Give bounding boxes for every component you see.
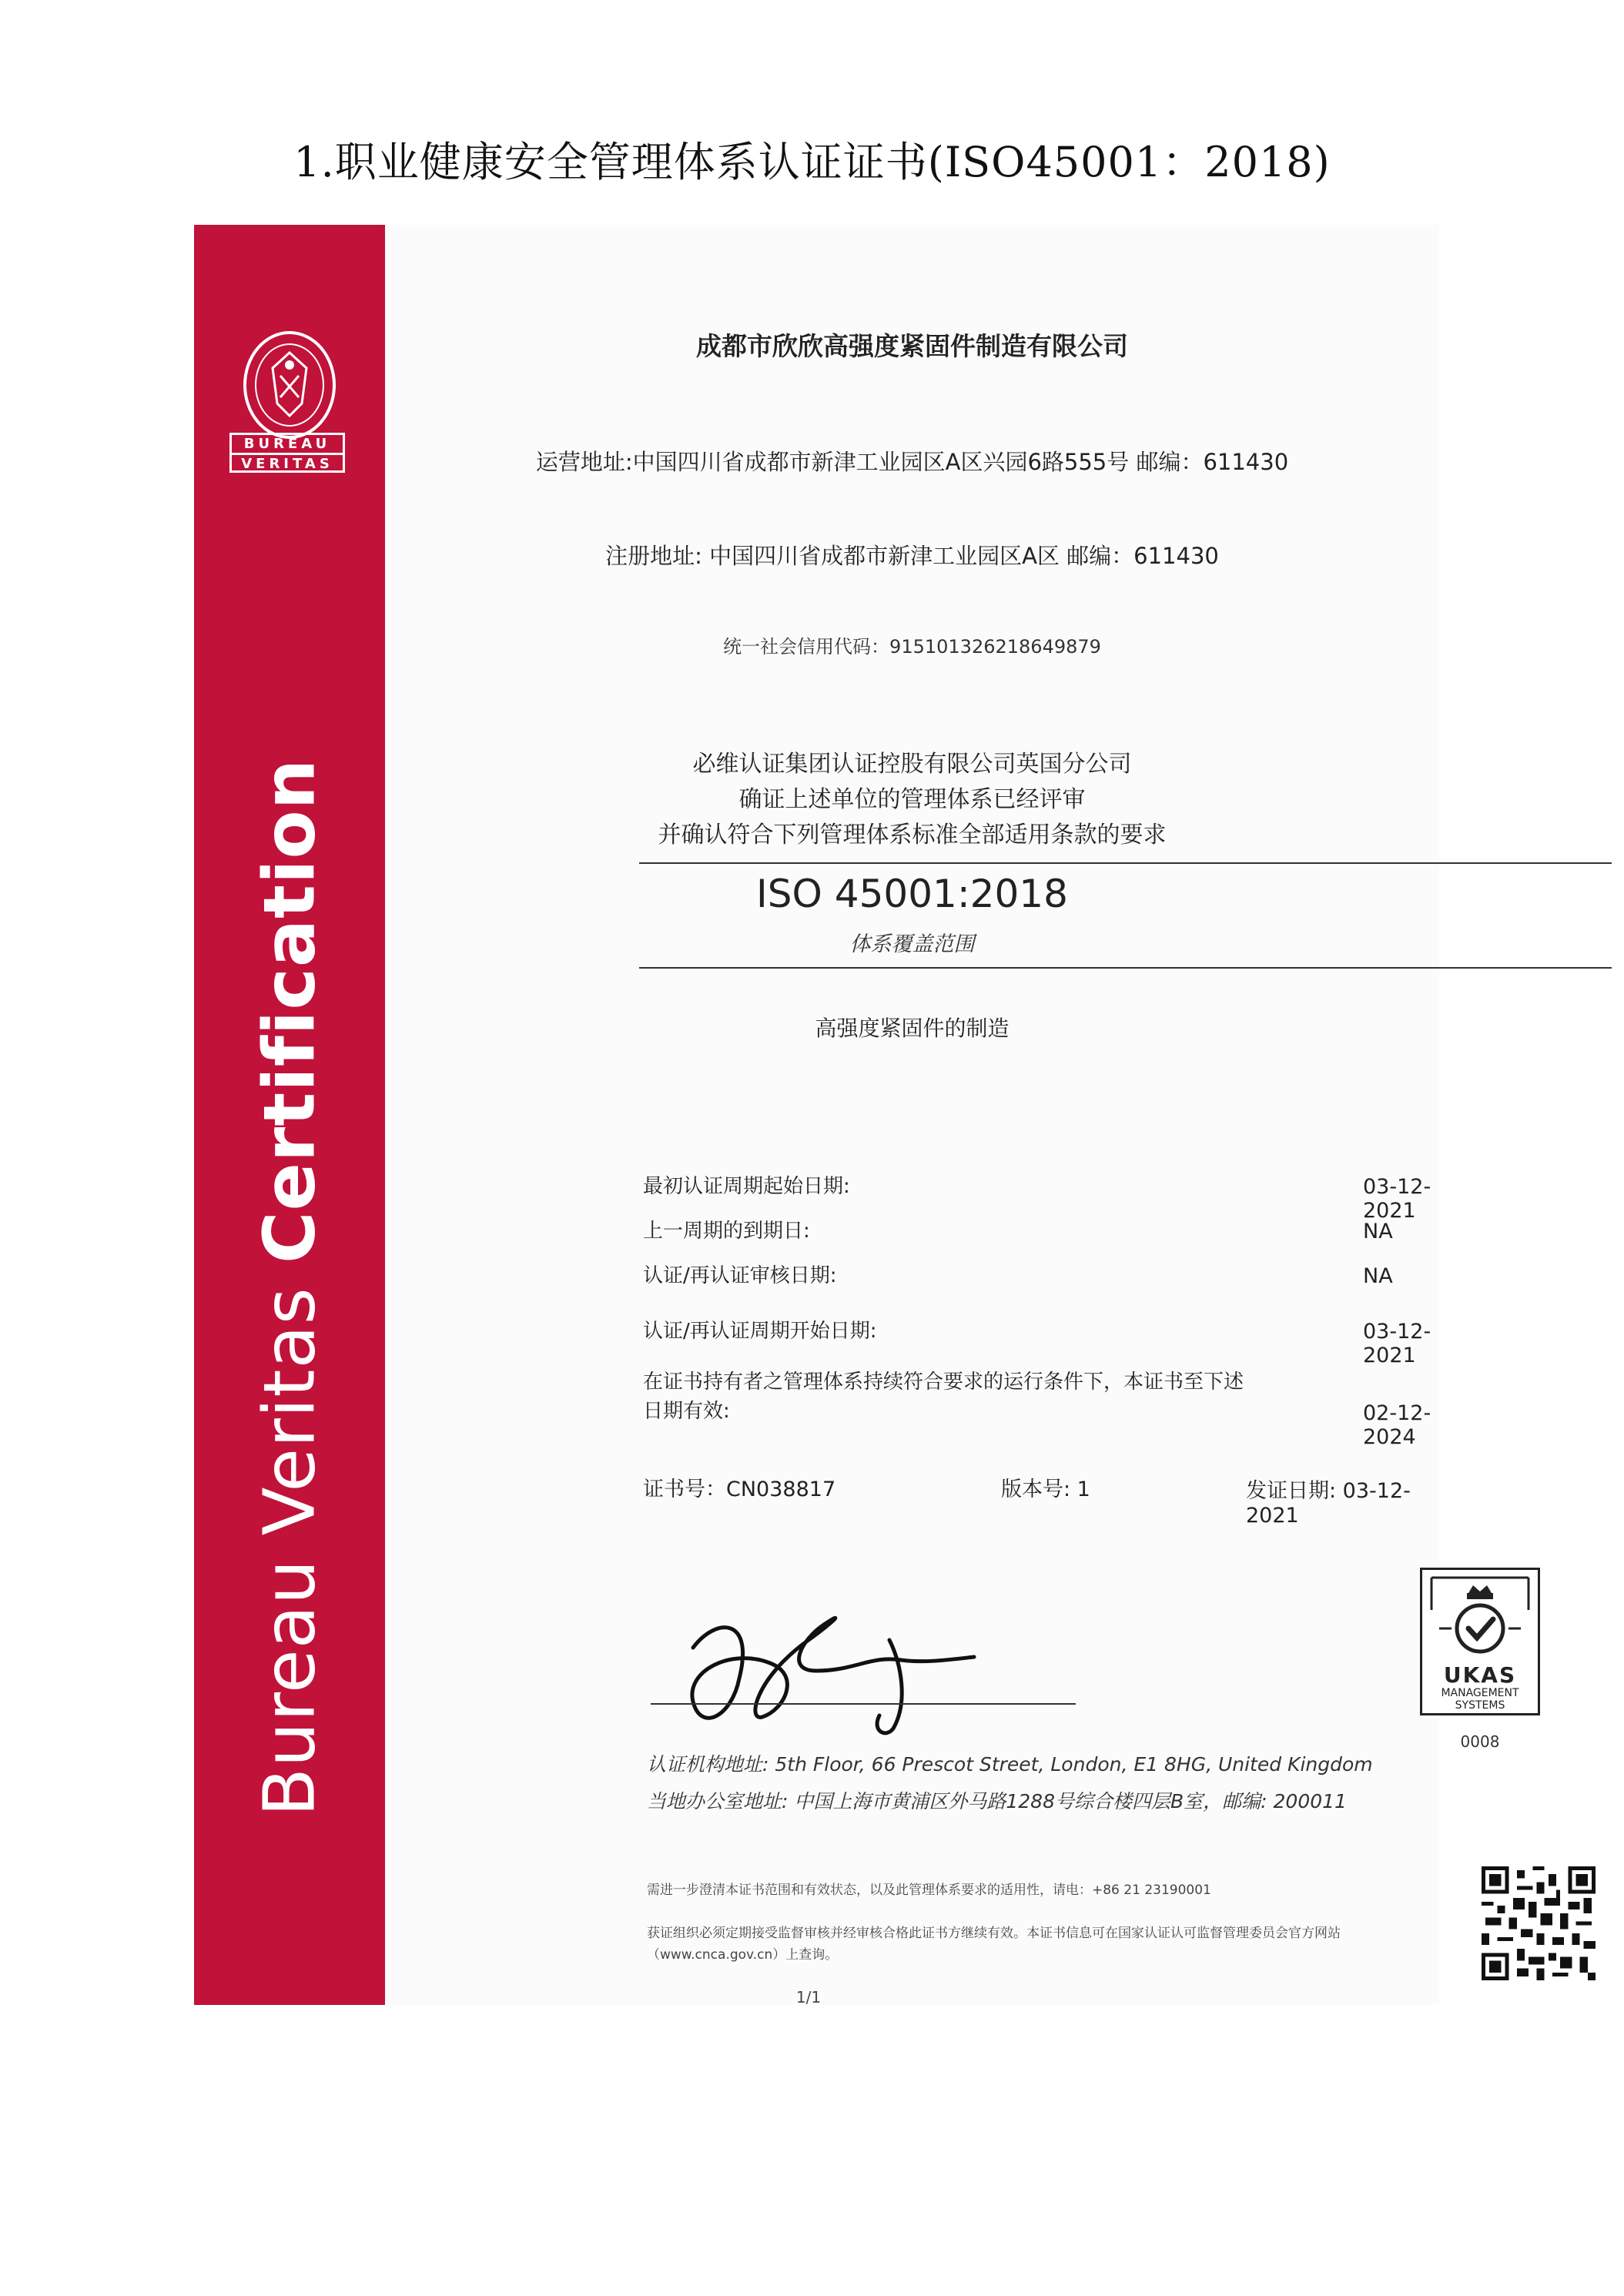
body-address: 认证机构地址: 5th Floor, 66 Prescot Street, London, E1 8HG, United Kingdom xyxy=(647,1753,1373,1776)
date-row-3-label: 认证/再认证审核日期: xyxy=(643,1264,837,1287)
ukas-label: UKAS xyxy=(1443,1662,1517,1688)
statement-line-1: 必维认证集团认证控股有限公司英国分公司 xyxy=(692,751,1132,778)
date-row-5-label-1: 在证书持有者之管理体系持续符合要求的运行条件下，本证书至下述 xyxy=(643,1371,1244,1394)
certificate xyxy=(194,225,1519,2006)
brand-line-2: VERITAS xyxy=(241,456,333,472)
qr-code-icon xyxy=(1482,1866,1596,1980)
statement-line-3: 并确认符合下列管理体系标准全部适用条款的要求 xyxy=(658,822,1167,848)
date-row-4-label: 认证/再认证周期开始日期: xyxy=(643,1320,877,1343)
fine-print-2: 获证组织必须定期接受监督审核并经审核合格此证书方继续有效。本证书信息可在国家认证认可监督管理委员会官方网站 xyxy=(647,1926,1341,1941)
version-number: 版本号: 1 xyxy=(1001,1478,1090,1501)
date-row-1-value: 03-12-2021 xyxy=(1363,1175,1431,1223)
date-row-2-value: NA xyxy=(1363,1220,1393,1243)
ukas-mark xyxy=(1420,1568,1540,1715)
scope-label: 体系覆盖范围 xyxy=(849,932,975,956)
divider-bottom xyxy=(639,967,1612,969)
certificate-content xyxy=(385,225,1519,2006)
ukas-sub-2: SYSTEMS xyxy=(1455,1699,1505,1712)
local-office-address: 当地办公室地址: 中国上海市黄浦区外马路1288号综合楼四层B室，邮编: 200011 xyxy=(647,1790,1347,1812)
certificate-number: 证书号：CN038817 xyxy=(643,1478,836,1501)
signature xyxy=(670,1586,993,1740)
date-row-1-label: 最初认证周期起始日期: xyxy=(643,1175,850,1198)
standard-name: ISO 45001:2018 xyxy=(756,872,1068,916)
registered-address: 注册地址: 中国四川省成都市新津工业园区A区 邮编：611430 xyxy=(605,543,1219,569)
signature-line xyxy=(651,1703,1076,1705)
fine-print-3: （www.cnca.gov.cn）上查询。 xyxy=(647,1947,839,1963)
operating-address: 运营地址:中国四川省成都市新津工业园区A区兴园6路555号 邮编：611430 xyxy=(535,449,1289,475)
brand-line-1: BUREAU xyxy=(232,435,343,455)
issue-date: 发证日期: 03-12-2021 xyxy=(1246,1479,1411,1528)
vertical-title xyxy=(249,758,331,1816)
scope-text: 高强度紧固件的制造 xyxy=(815,1016,1010,1041)
date-row-5-label-2: 日期有效: xyxy=(643,1400,730,1423)
statement-line-2: 确证上述单位的管理体系已经评审 xyxy=(738,786,1086,813)
fine-print-1: 需进一步澄清本证书范围和有效状态，以及此管理体系要求的适用性，请电：+86 21 23190001 xyxy=(647,1883,1211,1898)
page-heading: 1.职业健康安全管理体系认证证书(ISO45001：2018) xyxy=(293,138,1331,186)
divider-top xyxy=(639,862,1612,864)
bureau-veritas-logo xyxy=(229,433,345,473)
page-number: 1/1 xyxy=(795,1988,822,2006)
date-row-2-label: 上一周期的到期日: xyxy=(643,1220,810,1243)
date-row-5-value: 02-12-2024 xyxy=(1363,1401,1431,1449)
bureau-veritas-seal-icon xyxy=(242,330,337,440)
ukas-sub-1: MANAGEMENT xyxy=(1441,1687,1519,1699)
vertical-title-light: Bureau Veritas xyxy=(248,1263,331,1817)
date-row-4-value: 03-12-2021 xyxy=(1363,1320,1431,1367)
company-name: 成都市欣欣高强度紧固件制造有限公司 xyxy=(696,331,1128,361)
date-row-3-value: NA xyxy=(1363,1264,1393,1288)
credit-code: 统一社会信用代码：915101326218649879 xyxy=(723,636,1101,658)
vertical-title-bold: Certification xyxy=(248,758,331,1264)
ukas-code: 0008 xyxy=(1460,1732,1500,1751)
certificate-sidebar xyxy=(194,225,385,2005)
